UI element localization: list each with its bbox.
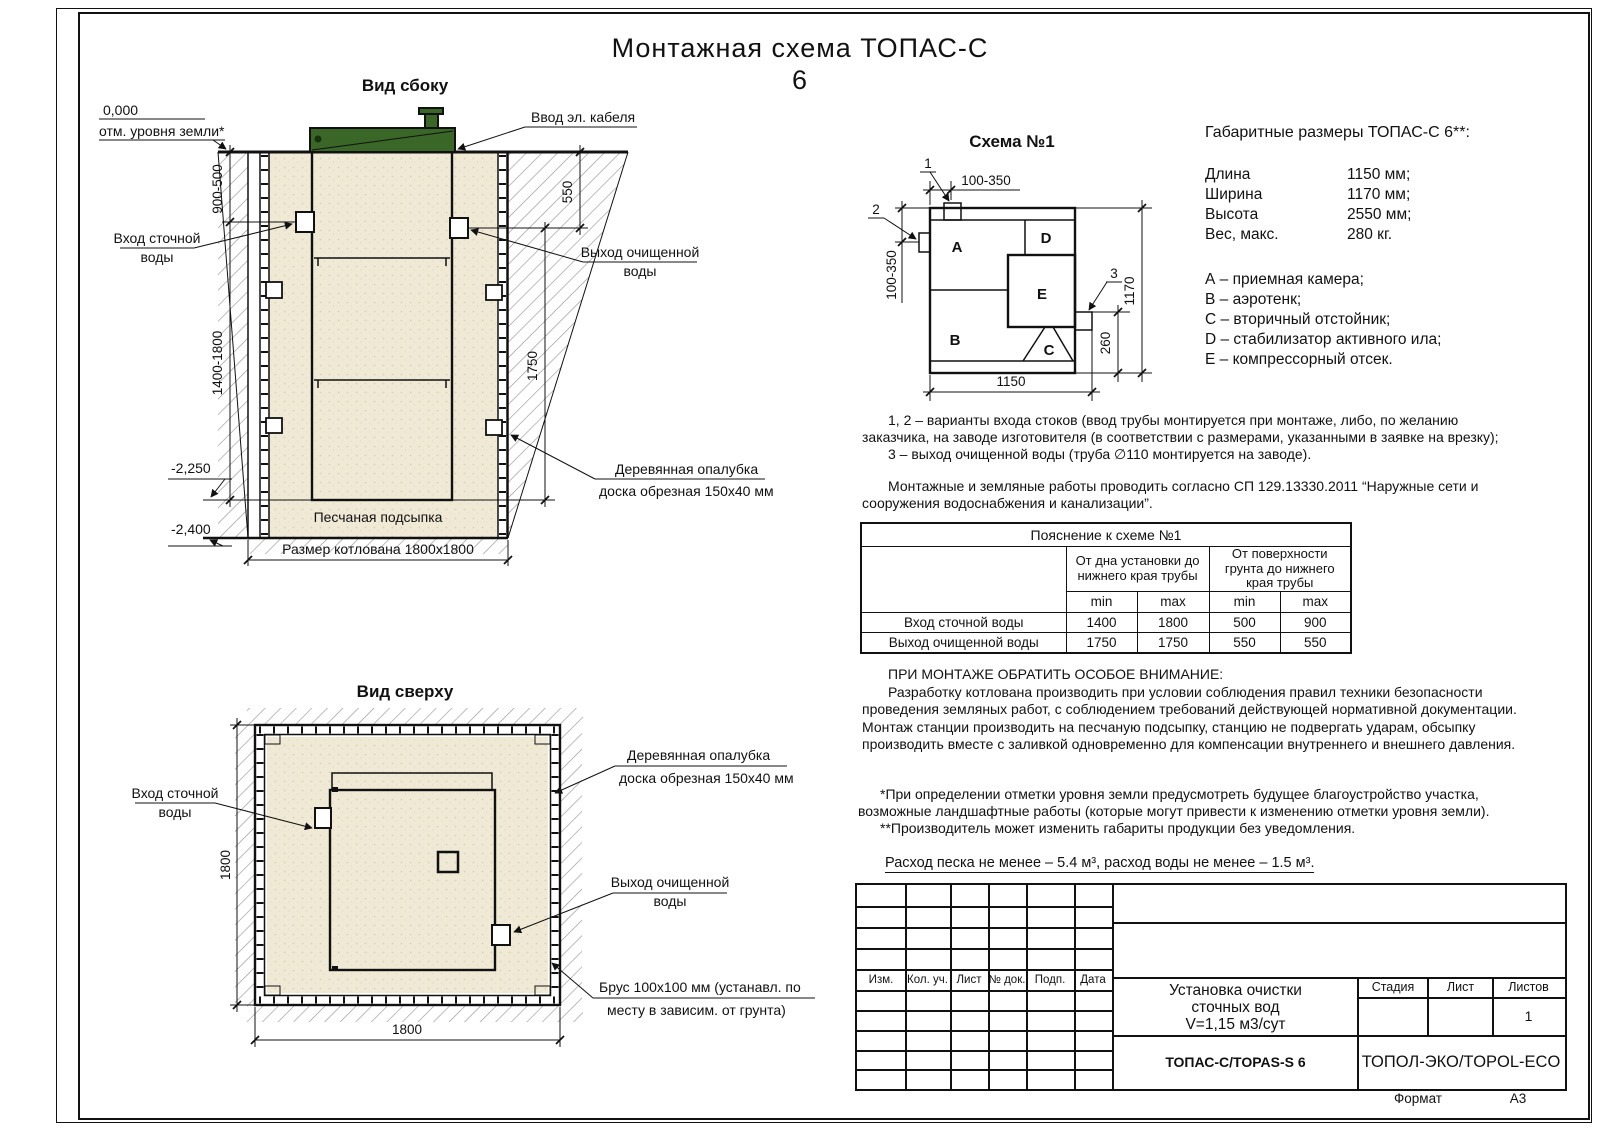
attention-body: Разработку котлована производить при условии соблюдения правил техники безопасности проведения земляных работ, с соблюдением требований действующей нормативной документации. Монтаж станции производить на песчаную подсыпку, станцию не подвергать ударам, обсыпку производить вместе с заливкой одновременно для компенсации внутреннего и внешнего давления.	[862, 683, 1517, 752]
spec-row: Вес, макс. 280 кг.	[1205, 226, 1393, 243]
sand-fill-top	[267, 737, 548, 993]
specs-heading: Габаритные размеры ТОПАС-С 6**:	[1205, 124, 1470, 141]
formwork-label-line1: Деревянная опалубка	[615, 461, 759, 477]
dim-1400-1800: 1400-1800	[210, 330, 225, 396]
inlet-label-line2: воды	[140, 249, 174, 265]
scheme1-title: Схема №1	[969, 132, 1055, 151]
min-header: min	[1066, 591, 1137, 612]
table-group2-header: От поверхности грунта до нижнего края трубы	[1209, 547, 1351, 592]
inlet-stub-top	[315, 808, 331, 828]
spec-row: Высота 2550 мм;	[1205, 206, 1412, 223]
title-block	[855, 883, 1567, 1091]
rev-header-izm: Изм.	[868, 973, 894, 986]
footnote-2: **Производитель может изменить габариты продукции без уведомления.	[880, 820, 1356, 836]
inlet-label-top-line2: воды	[158, 804, 192, 820]
material-consumption: Расход песка не менее – 5.4 м³, расход воды не менее – 1.5 м³.	[885, 855, 1315, 871]
zero-mark: 0,000	[103, 102, 139, 118]
inlet-label-top-line1: Вход сточной	[131, 785, 219, 801]
installation-notes	[862, 412, 1522, 512]
scheme-stub-1	[944, 203, 961, 220]
top-view-drawing	[75, 680, 835, 1080]
top-dim-bottom: 1800	[391, 1022, 423, 1037]
legend-item: А – приемная камера;	[1205, 271, 1364, 288]
legend-item: С – вторичный отстойник;	[1205, 311, 1391, 328]
lid-vent-cap	[419, 108, 443, 114]
legend-item: В – аэротенк;	[1205, 291, 1302, 308]
rev-header-koluch: Кол. уч.	[907, 973, 948, 986]
formwork-left	[260, 152, 269, 538]
sheet-header: Лист	[1446, 980, 1475, 994]
beam-label-line1: Брус 100х100 мм (устанавл. по	[599, 979, 801, 995]
outlet-label-line1: Выход очищенной	[580, 244, 700, 260]
side-view-drawing	[75, 75, 775, 590]
formwork-label-top-line1: Деревянная опалубка	[627, 747, 771, 763]
row-label: Выход очищенной воды	[861, 632, 1066, 653]
formwork-right	[498, 152, 507, 538]
formwork-label-line2: доска обрезная 150х40 мм	[599, 483, 774, 499]
mark-2250: -2,250	[171, 460, 211, 476]
note-variants-1: 1, 2 – варианты входа стоков (ввод трубы монтируется при монтаже, либо, по желанию заказчика, на заводе изготовителя (в соответствии с размерами, указанными в заявке на врезку);	[862, 412, 1499, 445]
top-view-title: Вид сверху	[356, 682, 454, 701]
note-variants-2: 3 – выход очищенной воды (труба ∅110 монтируется на заводе).	[888, 446, 1312, 462]
scheme-stub-2	[919, 233, 930, 252]
spec-row: Длина 1150 мм;	[1205, 166, 1411, 183]
scheme-dim-right: 1170	[1122, 276, 1137, 306]
lid-vent-neck	[425, 114, 438, 128]
min-header: min	[1209, 591, 1280, 612]
format-label: Формат	[1394, 1091, 1442, 1106]
ground-level-label: отм. уровня земли*	[99, 123, 225, 139]
sheets-value: 1	[1524, 1008, 1533, 1024]
spec-row: Ширина 1170 мм;	[1205, 186, 1411, 203]
inlet-label-line1: Вход сточной	[113, 230, 201, 246]
attention-heading: ПРИ МОНТАЖЕ ОБРАТИТЬ ОСОБОЕ ВНИМАНИЕ:	[888, 666, 1224, 682]
row-label: Вход сточной воды	[861, 612, 1066, 632]
dim-550: 550	[560, 180, 575, 204]
compartment-b: B	[949, 332, 961, 349]
outlet-stub-top	[492, 925, 510, 945]
compartment-legend	[1205, 270, 1550, 370]
outlet-label-line2: воды	[623, 263, 657, 279]
attention-block	[862, 666, 1527, 754]
format-row	[1358, 1091, 1563, 1106]
compartment-d: D	[1040, 230, 1052, 247]
rev-header-list: Лист	[956, 973, 982, 986]
footnotes-block	[858, 786, 1524, 837]
formwork-label-top-line2: доска обрезная 150х40 мм	[619, 770, 794, 786]
pit-size-label: Размер котлована 1800х1800	[282, 541, 474, 557]
side-view-title: Вид сбоку	[361, 76, 449, 95]
company-name: ТОПОЛ-ЭКО/TOPOL-ECO	[1361, 1052, 1561, 1071]
overall-dimensions	[1205, 124, 1550, 370]
rev-header-podp: Подп.	[1034, 973, 1066, 986]
table-group1-header: От дна установки до нижнего края трубы	[1066, 547, 1209, 592]
callout-2: 2	[872, 202, 880, 217]
mark-2400: -2,400	[171, 521, 211, 537]
rev-header-ndok: № док.	[988, 973, 1026, 986]
max-header: max	[1137, 591, 1209, 612]
outlet-label-top-line1: Выход очищенной	[610, 874, 730, 890]
scheme-dim-260: 260	[1098, 331, 1113, 355]
outlet-stub	[450, 218, 468, 238]
scheme-stub-3	[1075, 312, 1092, 330]
model-name: ТОПАС-С/TOPAS-S 6	[1165, 1054, 1306, 1070]
format-value: А3	[1509, 1091, 1527, 1106]
table-row: Вход сточной воды 1400 1800 500 900	[861, 612, 1351, 632]
scheme1-drawing	[840, 115, 1180, 415]
scheme-dim-bottom: 1150	[996, 374, 1026, 389]
rev-header-data: Дата	[1080, 973, 1106, 986]
max-header: max	[1280, 591, 1351, 612]
outlet-label-top-line2: воды	[653, 893, 687, 909]
top-dim-left: 1800	[218, 849, 233, 881]
dim-1750: 1750	[525, 350, 540, 382]
cable-entry-label: Ввод эл. кабеля	[531, 109, 636, 125]
scheme-dim-left: 100-350	[884, 250, 899, 300]
sand-backfill	[268, 152, 498, 538]
sand-bed-label: Песчаная подсыпка	[313, 509, 443, 525]
legend-item: D – стабилизатор активного ила;	[1205, 331, 1442, 348]
lid-hinge	[315, 136, 322, 143]
compartment-e: E	[1036, 286, 1048, 303]
scheme1-explanation-table	[860, 522, 1352, 654]
compartment-a: A	[951, 239, 963, 256]
note-sp-standard: Монтажные и земляные работы проводить согласно СП 129.13330.2011 “Наружные сети и сооружения водоснабжения и канализации”.	[862, 478, 1479, 511]
scheme-dim-top: 100-350	[961, 173, 1011, 188]
table-row: Выход очищенной воды 1750 1750 550 550	[861, 632, 1351, 653]
stage-header: Стадия	[1371, 980, 1415, 994]
beam-label-line2: месту в зависим. от грунта)	[607, 1002, 786, 1018]
document-title: Установка очистки сточных вод V=1,15 м3/сут	[1169, 981, 1302, 1033]
compartment-c: C	[1043, 342, 1055, 359]
legend-item: Е – компрессорный отсек.	[1205, 351, 1393, 368]
sheets-header: Листов	[1508, 980, 1549, 994]
drawing-title-line2: 6	[791, 65, 809, 95]
callout-1: 1	[924, 156, 932, 171]
drawing-title-line1: Монтажная схема ТОПАС-С	[611, 33, 989, 63]
dim-900-500: 900-500	[210, 164, 225, 214]
footnote-1: *При определении отметки уровня земли предусмотреть будущее благоустройство участка, возможные ландшафтные работы (которые могут привести к изменению отметки уровня земли).	[858, 786, 1490, 819]
table-corner-cell	[861, 547, 1066, 613]
inlet-stub	[296, 212, 314, 232]
table-title: Пояснение к схеме №1	[861, 523, 1351, 547]
callout-3: 3	[1110, 266, 1118, 281]
